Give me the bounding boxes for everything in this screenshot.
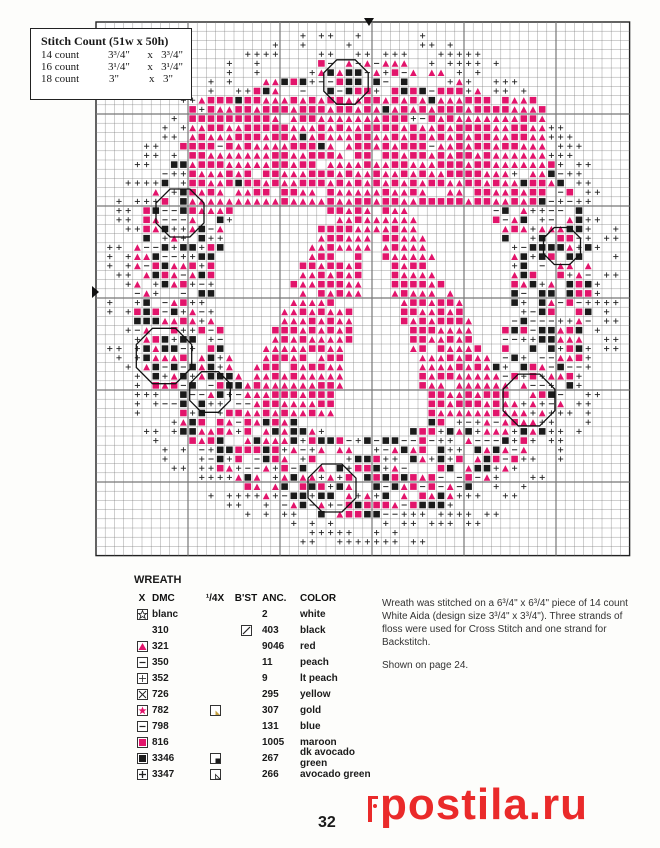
key-row <box>134 686 384 702</box>
key-color-name: red <box>300 640 316 652</box>
key-symbol-icon <box>134 721 150 732</box>
color-key <box>134 574 384 782</box>
key-color-name: yellow <box>300 688 331 700</box>
count-label: 18 count <box>41 73 80 85</box>
key-anc: 11 <box>262 656 273 668</box>
key-dmc: 310 <box>152 624 169 636</box>
notes <box>382 597 632 682</box>
key-anc: 2 <box>262 608 268 620</box>
key-symbol-icon <box>134 657 150 668</box>
key-quarter-icon <box>200 753 230 764</box>
header-x: X <box>138 592 146 604</box>
count-label: 16 count <box>41 61 80 73</box>
key-symbol-icon <box>134 625 150 636</box>
key-color-name: black <box>300 624 326 636</box>
key-symbol-icon <box>134 641 150 652</box>
page-number: 32 <box>318 814 336 831</box>
count-x: x <box>147 61 153 73</box>
key-dmc: 782 <box>152 704 169 716</box>
key-anc: 9046 <box>262 640 285 652</box>
key-symbol-icon <box>134 753 150 764</box>
watermark-tld: ru <box>542 780 589 829</box>
header-bst: B'ST <box>234 592 258 604</box>
key-row <box>134 702 384 718</box>
key-color-name: dk avocado green <box>300 747 356 769</box>
key-color-name: maroon <box>300 736 337 748</box>
key-color-name: gold <box>300 704 322 716</box>
count-height: 3" <box>163 73 173 85</box>
watermark-icon <box>366 794 380 824</box>
key-symbol-icon <box>134 609 150 620</box>
key-dmc: 352 <box>152 672 169 684</box>
stitch-count-row <box>41 49 183 61</box>
key-anc: 403 <box>262 624 279 636</box>
count-height: 3³/4" <box>161 49 183 61</box>
key-color-name: white <box>300 608 326 620</box>
header-dmc: DMC <box>152 592 175 604</box>
header-quarter: ¹/4X <box>205 592 225 604</box>
notes-paragraph: Shown on page 24. <box>382 660 469 671</box>
chart-grid <box>92 18 636 566</box>
count-x: x <box>147 49 153 61</box>
key-row <box>134 718 384 734</box>
key-dmc: 798 <box>152 720 169 732</box>
key-anc: 131 <box>262 720 279 732</box>
key-anc: 9 <box>262 672 268 684</box>
key-row <box>134 622 384 638</box>
key-row <box>134 638 384 654</box>
key-quarter-icon <box>200 705 230 716</box>
key-anc: 307 <box>262 704 279 716</box>
key-row <box>134 606 384 622</box>
watermark-text: postila <box>380 780 529 829</box>
key-color-name: lt peach <box>300 672 338 684</box>
stitch-count-title: Stitch Count (51w x 50h) <box>41 34 169 48</box>
key-color-name: blue <box>300 720 321 732</box>
key-row <box>134 747 384 769</box>
key-symbol-icon <box>134 673 150 684</box>
key-dmc: 350 <box>152 656 169 668</box>
key-dmc: 321 <box>152 640 169 652</box>
key-anc: 267 <box>262 752 279 764</box>
count-label: 14 count <box>41 49 80 61</box>
stitch-count-row <box>41 61 183 73</box>
key-backstitch-icon <box>230 625 262 636</box>
watermark-logo <box>380 780 588 830</box>
key-dmc: 726 <box>152 688 169 700</box>
key-row <box>134 766 384 782</box>
stitch-count-box <box>30 28 192 100</box>
key-dmc: 3346 <box>152 752 175 764</box>
cross-stitch-chart <box>92 18 636 566</box>
watermark-dot: . <box>528 780 543 829</box>
key-rows <box>134 606 384 782</box>
header-anc: ANC. <box>262 592 287 604</box>
key-color-name: peach <box>300 656 329 668</box>
key-anc: 1005 <box>262 736 285 748</box>
count-width: 3¹/4" <box>107 61 130 73</box>
header-color: COLOR <box>300 592 337 604</box>
count-x: x <box>149 73 155 85</box>
key-symbol-icon <box>134 737 150 748</box>
key-dmc: blanc <box>152 608 179 620</box>
key-header-row <box>134 590 384 606</box>
key-symbol-icon <box>134 689 150 700</box>
notes-paragraph: Wreath was stitched on a 6³/4" x 6³/4" piece of 14 count White Aida (design size 3³/4" x 3³/4"). Three strands of floss were used for Cross Stitch and one strand for Backstitch. <box>382 598 628 648</box>
key-dmc: 3347 <box>152 768 175 780</box>
key-symbol-icon <box>134 769 150 780</box>
key-anc: 266 <box>262 768 279 780</box>
count-width: 3" <box>109 73 119 85</box>
key-row <box>134 654 384 670</box>
key-quarter-icon <box>200 769 230 780</box>
count-width: 3³/4" <box>107 49 130 61</box>
key-symbol-icon <box>134 705 150 716</box>
key-anc: 295 <box>262 688 279 700</box>
stitch-count-row <box>41 73 183 85</box>
key-title: WREATH <box>134 574 182 586</box>
key-row <box>134 670 384 686</box>
key-dmc: 816 <box>152 736 169 748</box>
key-color-name: avocado green <box>300 768 371 780</box>
count-height: 3¹/4" <box>161 61 183 73</box>
